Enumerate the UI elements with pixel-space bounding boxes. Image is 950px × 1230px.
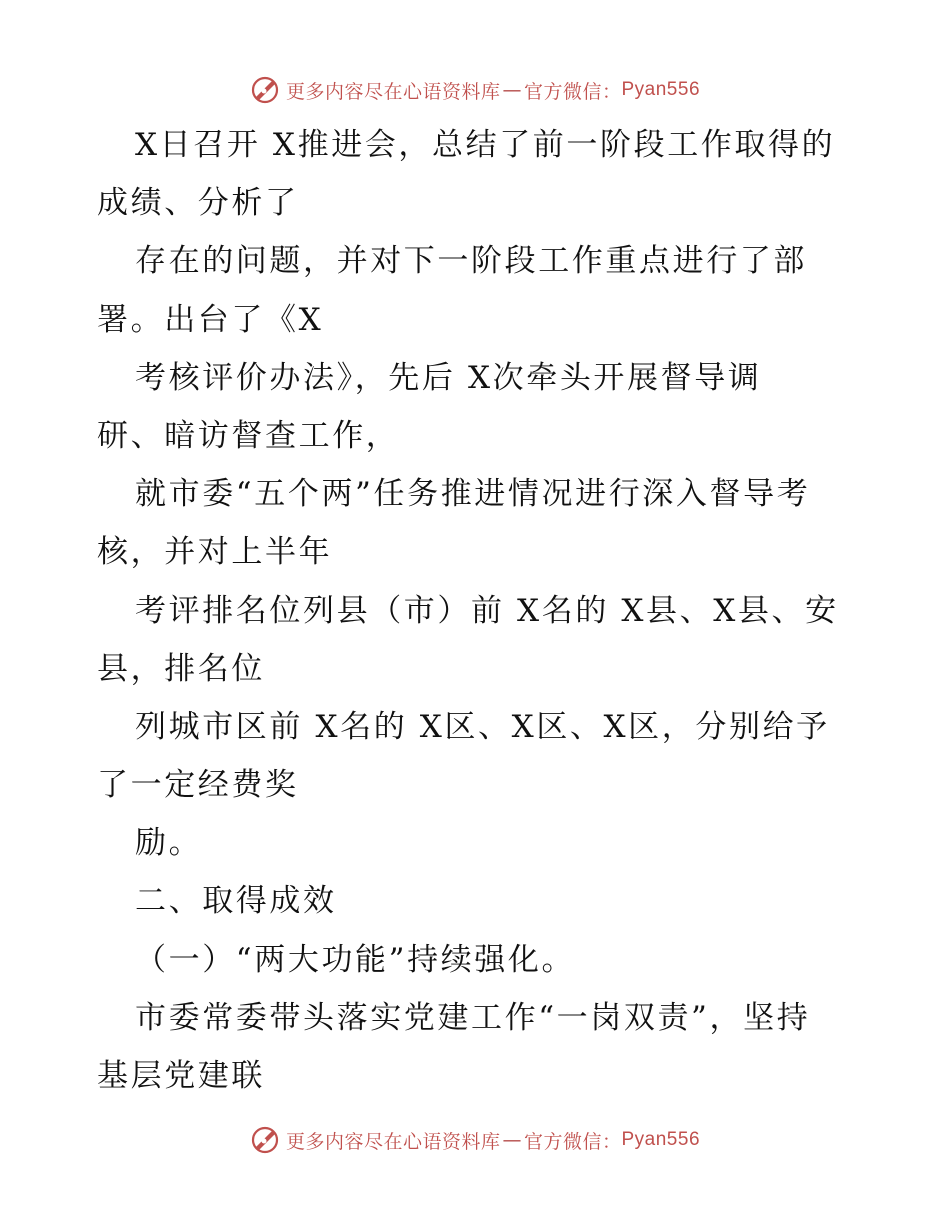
text-line: 研、暗访督查工作， [97,417,400,454]
text-line: 核，并对上半年 [97,534,333,571]
text-line: 成绩、分析了 [97,185,299,222]
watermark-official-label: 官方微信： [523,1130,622,1153]
text-line: 考核评价办法》，先后 X次牵头开展督导调 [135,359,762,396]
text-line: 基层党建联 [97,1058,265,1094]
pen-logo-icon [250,1125,280,1155]
watermark-dash: — [502,79,522,101]
text-line: 存在的问题，并对下一阶段工作重点进行了部 [135,243,807,280]
watermark-official-label: 官方微信： [523,80,622,103]
section-heading: 二、取得成效 [135,883,337,920]
document-body [97,116,857,1105]
watermark-dash: — [502,1129,522,1151]
text-line: 县，排名位 [97,650,265,687]
text-line: 署。出台了《X [97,301,324,338]
header-watermark [0,70,950,110]
text-line: 就市委“五个两”任务推进情况进行深入督导考 [135,476,811,513]
text-line: 列城市区前 X名的 X区、X区、X区，分别给予 [135,708,830,745]
text-line: 励。 [135,825,203,862]
text-line: 市委常委带头落实党建工作“一岗双责”，坚持 [135,999,811,1036]
pen-logo-icon [250,75,280,105]
watermark-account: Pyan556 [621,79,701,100]
text-line: 了一定经费奖 [97,767,299,804]
watermark-brand: 更多内容尽在心语资料库 [285,1130,501,1153]
text-line: 考评排名位列县（市）前 X名的 X县、X县、安 [135,592,839,629]
watermark-brand: 更多内容尽在心语资料库 [285,80,501,103]
subsection-heading: （一）“两大功能”持续强化。 [135,941,576,978]
text-line: X日召开 X推进会，总结了前一阶段工作取得的 [135,127,836,163]
footer-watermark [0,1120,950,1160]
watermark-account: Pyan556 [621,1129,701,1150]
